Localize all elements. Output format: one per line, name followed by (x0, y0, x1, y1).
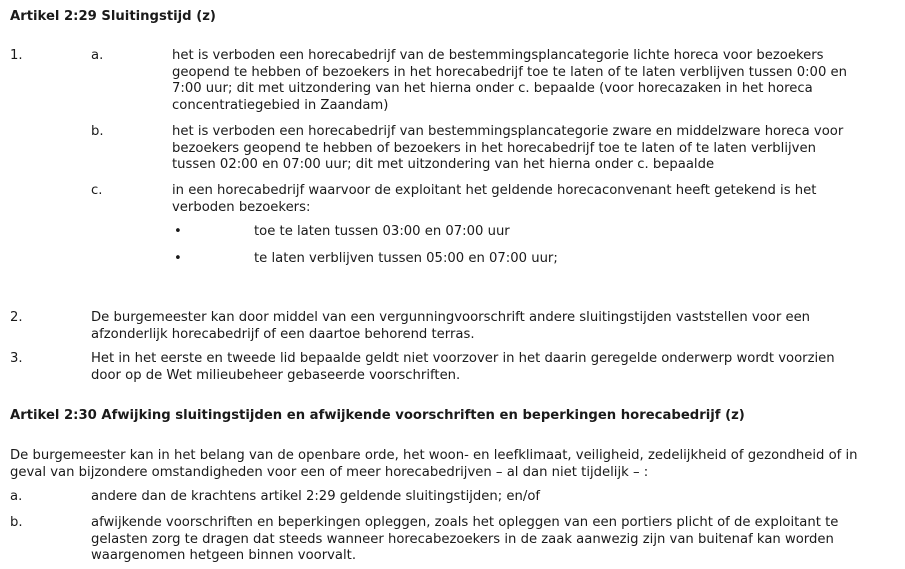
item-1b-text: het is verboden een horecabedrijf van bestemmingsplancategorie zware en middelzware horeca voor bezoekers geopend te hebben of bezoekers in het horecabedrijf toe te laten of te laten verblijven tussen 02:00 en 07:00 uur; dit met uitzondering van het hierna onder c. bepaalde (172, 124, 844, 172)
item-a-label: a. (10, 489, 23, 504)
item-1a-label: a. (91, 48, 104, 63)
bullet-item-2: te laten verblijven tussen 05:00 en 07:00 uur; (254, 251, 558, 266)
item-1c-label: c. (91, 183, 103, 198)
bullet-item-1: toe te laten tussen 03:00 en 07:00 uur (254, 224, 510, 239)
article-2-30-title: Artikel 2:30 Afwijking sluitingstijden en afwijkende voorschriften en beperkingen horecabedrijf (z) (10, 408, 745, 423)
item-2-number: 2. (10, 310, 23, 325)
item-1-number: 1. (10, 48, 23, 63)
item-b-text: afwijkende voorschriften en beperkingen opleggen, zoals het opleggen van een portiers plicht of de exploitant te gelasten zorg te dragen dat steeds wanneer horecabezoekers in de zaak aanwezig zijn van buitenaf kan worden waargenomen hetgeen binnen voorvalt. (91, 515, 839, 563)
bullet-icon: • (174, 251, 182, 266)
bullet-icon: • (174, 224, 182, 239)
item-3-text: Het in het eerste en tweede lid bepaalde geldt niet voorzover in het daarin geregelde onderwerp wordt voorzien door op de Wet milieubeheer gebaseerde voorschriften. (91, 351, 835, 383)
article-2-30-intro: De burgemeester kan in het belang van de openbare orde, het woon- en leefklimaat, veiligheid, zedelijkheid of gezondheid of in geval van bijzondere omstandigheden voor een of meer horecabedrijven – al dan niet tijdelijk – : (10, 448, 858, 480)
item-1a-text: het is verboden een horecabedrijf van de bestemmingsplancategorie lichte horeca voor bezoekers geopend te hebben of bezoekers in het horecabedrijf toe te laten of te laten verblijven tussen 0:00 en 7:00 uur; dit met uitzondering van het hierna onder c. bepaalde (voor horecazaken in het horeca concentratiegebied in Zaandam) (172, 48, 847, 113)
item-a-text: andere dan de krachtens artikel 2:29 geldende sluitingstijden; en/of (91, 489, 541, 504)
item-1b-label: b. (91, 124, 104, 139)
item-3-number: 3. (10, 351, 23, 366)
item-2-text: De burgemeester kan door middel van een vergunningvoorschrift andere sluitingstijden vaststellen voor een afzonderlijk horecabedrijf of een daartoe behorend terras. (91, 310, 811, 342)
article-2-29-title: Artikel 2:29 Sluitingstijd (z) (10, 9, 216, 24)
item-1c-text: in een horecabedrijf waarvoor de exploitant het geldende horecaconvenant heeft getekend is het verboden bezoekers: (172, 183, 817, 215)
item-b-label: b. (10, 515, 23, 530)
